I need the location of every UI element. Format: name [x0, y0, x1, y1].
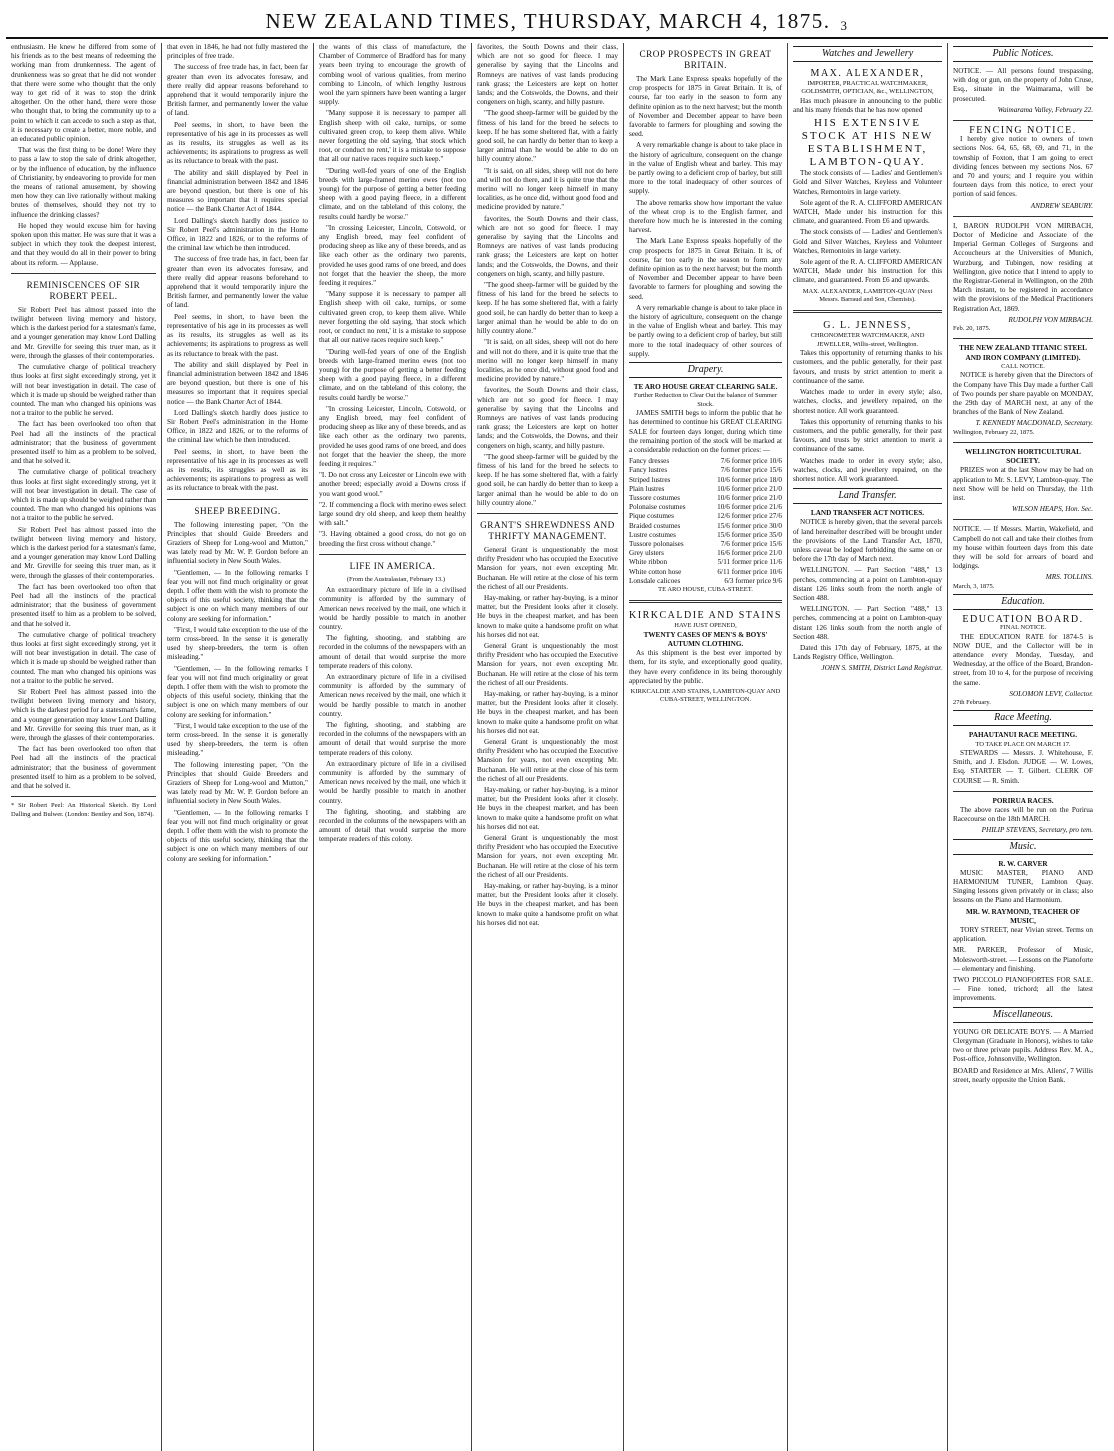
paragraph: "First, I would take exception to the use of the term cross-breed. In the sense it is generally used by sheep-breeders, the term is often misleading." [167, 721, 308, 758]
price-row [629, 531, 782, 540]
paragraph: A very remarkable change is about to take place in the history of agriculture, consequent on the change in the value of English wheat and barley. This may be partly owing to a deficient crop of barley, but still more to the total inadequacy of other sources of supply. [629, 141, 782, 196]
article-heading-america: LIFE IN AMERICA. [349, 560, 436, 571]
paragraph: "Gentlemen, — In the following remarks I fear you will not find much originality or great depth. I offer them with the wish to promote the objects of this useful society, thinking that the subject is one on which many members of our colony are seeking for information." [167, 808, 308, 863]
ad-body: Watches made to order in every style; also, watches, clocks, and jewellery repaired, on the shortest notice. All work guaranteed. [793, 388, 942, 415]
notice-signature: SOLOMON LEVY, Collector. [1009, 689, 1093, 698]
price-item: Tussore costumes [629, 493, 681, 502]
divider [953, 791, 1093, 792]
notice-mirbach: I, BARON RUDOLPH VON MIRBACH, Doctor of Medicine and Associate of the Imperial German Colleges of Surgeons and Accoucheurs at the Universities of Munich, Wurzburg, and Tubingen, now residing at Wellington, give notice that I intend to apply to the Registrar-General in Wellington, on the 20th March instant, to be registered in accordance with the provisions of the Medical Practitioners Registration Act, 1869. [953, 221, 1093, 313]
price-row [629, 512, 782, 521]
notice-signature: WILSON HEAPS, Hon. Sec. [1011, 505, 1093, 514]
price-item: White ribbon [629, 558, 668, 567]
price-row [629, 540, 782, 549]
paragraph: "In crossing Leicester, Lincoln, Cotswold, or any English breed, may feel confident of producing sheep as like any of these breeds, and as like each other as the ordinary two parents, provided he uses good rams of one breed, and does not forget that the heavier the sheep, the more feeding it requires." [319, 404, 466, 468]
notice-date: 27th February. [953, 699, 991, 706]
paragraph: Sir Robert Peel has almost passed into the twilight between living memory and history, which is the darkest period for a statesman's fame, and a younger generation may know Lord Dalling and Mr. Greville for seeing this truer man, as it were, through the glasses of their contemporaries. [11, 305, 156, 360]
paragraph: An extraordinary picture of life in a civilised community is afforded by the summary of American news received by the mail, one which it would be hardly possible to match in another country. [319, 759, 466, 805]
divider [319, 554, 466, 555]
paragraph: General Grant is unquestionably the most thrifty President who has occupied the Executive Mansion for years, not even excepting Mr. Buchanan. He will retire at the close of his term the richest of all our Presidents. [477, 641, 618, 687]
paragraph: Peel seems, in short, to have been the representative of his age in its processes as well as its results, its struggles as well as its achievements; its aspirations to progress as well as its reluctance to break with the past. [167, 447, 308, 493]
paragraph: The fact has been overlooked too often that Peel had all the instincts of the practical administrator; that the business of government presented itself to him as a problem to be solved, and that he solved it. [11, 420, 156, 466]
ad-land-transfer [793, 509, 942, 673]
price-value: 7/6 former price 10/6 [720, 457, 782, 466]
ad-body: Watches made to order in every style; also, watches, clocks, and jewellery repaired, on the shortest notice. All work guaranteed. [793, 456, 942, 483]
article-source: (From the Australasian, February 13.) [346, 575, 446, 583]
column-1 [6, 43, 162, 1451]
section-public-notices: Public Notices. [953, 46, 1093, 62]
section-miscellaneous: Miscellaneous. [953, 1007, 1093, 1023]
ad-body: WELLINGTON. — Part Section "488," 13 perches, commencing at a point on Lambton-quay distant 126 links south from the north angle of Section 488. [793, 605, 942, 641]
notice-parker: MR. PARKER, Professor of Music, Molesworth-street. — Lessons on the Pianoforte — elementary and finishing. [953, 946, 1093, 973]
price-value: 16/6 former price 21/0 [717, 549, 782, 558]
paragraph: Peel seems, in short, to have been the representative of his age in its processes as well as its results, its struggles as well as its achievements; its aspirations to progress as well as its reluctance to break with the past. [167, 312, 308, 358]
price-value: 12/6 former price 27/6 [717, 512, 782, 521]
ad-signature: TE ARO HOUSE, CUBA-STREET. [658, 585, 753, 593]
paragraph: That was the first thing to be done! Were they to pass a law to stop the sale of drink altogether, or by the influence of education, by the influence of Christianity, by endeavoring to provide for men the means of rational amusement, by showing men how they can live rationally without making brutes of themselves, should they not try to influence the drinking classes? [11, 146, 156, 219]
paragraph: "Many suppose it is necessary to pamper all English sheep with oil cake, turnips, or some cultivated green crop, to keep them alive. While never forgetting the old saying, 'that stock which root, or conduct no rent,' it is a mistake to suppose that all our native races require such keep." [319, 290, 466, 345]
price-value: 7/6 former price 15/6 [720, 539, 782, 548]
price-value: 10/6 former price 21/0 [717, 493, 782, 502]
notice-date: Feb. 20, 1875. [953, 325, 991, 333]
section-education: Education. [953, 594, 1093, 610]
paragraph: The ability and skill displayed by Peel in financial administration between 1842 and 1846 are beyond question, but there is one of his measures so important that it requires special notice — the Bank Charter Act of 1844. [167, 360, 308, 406]
price-item: Pique costumes [629, 512, 674, 521]
column-5 [624, 43, 788, 1451]
paragraph: Hay-making, or rather hay-buying, is a minor matter, but the President looks after it closely. He buys in the cheapest market, and has been known to make quite a handsome profit on what his horses did not eat. [477, 882, 618, 927]
price-value: 15/6 former price 35/0 [717, 530, 782, 539]
price-row [629, 522, 782, 531]
paragraph: "During well-fed years of one of the English breeds with large-framed merino ewes (not too young) for the purpose of getting a better feeding sheep with a good paying fleece, in a different climate, and on the tableland of this colony, the results could hardly be worse." [319, 166, 466, 221]
paragraph: "The good sheep-farmer will be guided by the fitness of his land for the breed he selects to keep. If he has some sheltered flat, with a fairly good soil, he can hardly do better than to keep a larger animal than he would be able to do on hilly country alone." [477, 281, 618, 336]
divider [953, 216, 1093, 217]
price-item: White cotton hose [629, 567, 682, 576]
notice-signature: MRS. TOLLINS. [1045, 573, 1093, 582]
paragraph: "2. If commencing a flock with merino ewes select large sound dry old sheep, and keep them healthy with salt." [319, 500, 466, 528]
ad-subtitle: HAVE JUST OPENED, [674, 622, 737, 630]
ad-signature: MAX. ALEXANDER, LAMBTON-QUAY (Next Messrs. Barraud and Son, Chemists). [802, 287, 933, 304]
paragraph: General Grant is unquestionably the most thrifty President who has occupied the Executive Mansion for years, not even excepting Mr. Buchanan. He will retire at the close of his term the richest of all our Presidents. [477, 738, 618, 783]
column-4 [472, 43, 624, 1451]
notice-trespass: NOTICE. — All persons found trespassing, with dog or gun, on the property of John Cruse, Esq., situate in the Waimarama, will be prosecuted. [953, 67, 1093, 103]
notice-title: EDUCATION BOARD. [962, 613, 1084, 625]
ad-body: The stock consists of — Ladies' and Gentlemen's Gold and Silver Watches, Keyless and Volunteer Watches, Remontoirs in large variety. [793, 169, 942, 196]
page-number: 3 [840, 18, 849, 33]
section-drapery: Drapery. [629, 362, 782, 378]
price-value: 7/6 former price 15/6 [720, 466, 782, 475]
paragraph: The following interesting paper, "On the Principles that should Guide Breeders and Graziers of Sheep for Long-wool and Mutton," was lately read by Mr. W. P. Gordon before an influential society in New South Wales. [167, 760, 308, 806]
ad-body: NOTICE is hereby given, that the several parcels of land hereinafter described will be brought under the provisions of the Land Transfer Act, 1870, unless caveat be lodged forbidding the same on or before the 17th day of March next. [793, 518, 942, 564]
paragraph: "First, I would take exception to the use of the term cross-breed. In the sense it is generally used by sheep-breeders, the term is often misleading." [167, 625, 308, 662]
notice-subtitle: TO TAKE PLACE ON MARCH 17. [975, 740, 1071, 748]
ad-date: Dated this 17th day of February, 1875, at the Lands Registry Office, Wellington. [793, 643, 942, 662]
paragraph: "It is said, on all sides, sheep will not do here and will not do there, and it is quite true that the merino will no longer keep himself in many localities, as he once did, without good food and medicine provided by nature." [477, 338, 618, 384]
price-item: Tussore polonaises [629, 539, 684, 548]
notice-title: PORIRUA RACES. [992, 796, 1054, 805]
price-row [629, 558, 782, 567]
price-item: Fancy lustres [629, 466, 668, 475]
divider [953, 442, 1093, 443]
paragraph: "It is said, on all sides, sheep will not do here and will not do there, and it is quite true that the merino will no longer keep himself in many localities, as he once did, without good food and medicine provided by nature." [477, 166, 618, 212]
ad-body: Takes this opportunity of returning thanks to his customers, and the public generally, for their past favours, and trusts by strict attention to merit a continuance of the same. [793, 349, 942, 385]
paragraph: "I. Do not cross any Leicester or Lincoln ewe with another breed; especially avoid a Downs cross if you want good wool." [319, 471, 466, 498]
ad-name: G. L. JENNESS, [823, 320, 912, 332]
paragraph: The cumulative charge of political treachery thus looks at first sight exceedingly strong, yet it will not bear investigation in detail. The case of which it is made up should be weighed rather than counted. The man who changed his opinions was not a traitor to the public he served. [11, 630, 156, 685]
notice-education: THE EDUCATION RATE for 1874-5 is NOW DUE, and the Collector will be in attendance every Monday, Tuesday, and Wednesday, at the office of the Board, Brandon-street, from 10 to 4, for the purpose of receiving the same. [953, 632, 1093, 687]
paragraph: The success of free trade has, in fact, been far greater than even its advocates foresaw, and there really did appear reasons beforehand to apprehend that it would temporarily injure the British farmer, and permanently lower the value of land. [167, 255, 308, 310]
ad-max-alexander [793, 67, 942, 304]
paragraph: "Gentlemen, — In the following remarks I fear you will not find much originality or great depth. I offer them with the wish to promote the objects of this useful society, thinking that the subject is one on which many members of our colony are seeking for information." [167, 568, 308, 623]
notice-title: THE NEW ZEALAND TITANIC STEEL AND IRON COMPANY (LIMITED). [959, 344, 1087, 362]
divider [11, 273, 156, 274]
ad-te-aro-house [629, 383, 782, 594]
price-row [629, 494, 782, 503]
ad-signature: JOHN S. SMITH, District Land Registrar. [821, 664, 942, 673]
paragraph: General Grant is unquestionably the most thrifty President who has occupied the Executive Mansion for years, not even excepting Mr. Buchanan. He will retire at the close of his term the richest of all our Presidents. [477, 834, 618, 879]
price-row [629, 476, 782, 485]
price-row [629, 503, 782, 512]
ad-title: TE ARO HOUSE GREAT CLEARING SALE. [633, 383, 778, 392]
column-6 [788, 43, 948, 1451]
paragraph: The above remarks show how important the value of the wheat crop is to the English farmer, and therefore how much he is interested in the coming harvest. [629, 198, 782, 235]
price-item: Grey ulsters [629, 549, 664, 558]
price-value: 5/11 former price 11/6 [717, 558, 782, 567]
notice-subtitle: FINAL NOTICE. [1000, 624, 1046, 632]
paragraph: Hay-making, or rather hay-buying, is a minor matter, but the President looks after it closely. He buys in the cheapest market, and has been known to make quite a handsome profit on what his horses did not eat. [477, 690, 618, 735]
paragraph: Hay-making, or rather hay-buying, is a minor matter, but the President looks after it closely. He buys in the cheapest market, and has been known to make quite a handsome profit on what his horses did not eat. [477, 593, 618, 639]
price-item: Striped lustres [629, 475, 671, 484]
ad-name: MAX. ALEXANDER, [810, 68, 925, 79]
ad-signature: KIRKCALDIE AND STAINS, LAMBTON-QUAY AND CUBA-STREET, WELLINGTON. [630, 688, 781, 704]
price-value: 10/6 former price 18/0 [717, 475, 782, 484]
column-7 [948, 43, 1098, 1451]
paragraph: The Mark Lane Express speaks hopefully of the crop prospects for 1875 in Great Britain. It is, of course, far too early in the season to form any definite opinion as to the next harvest; but the month of November and December appear to have been favorable to farmers for ploughing and sowing the seed. [629, 237, 782, 301]
notice-signature: ANDREW SEABURY. [1030, 201, 1093, 210]
footnote: * Sir Robert Peel: An Historical Sketch. By Lord Dalling and Bulwer. (London: Bentley and Son, 1874). [11, 802, 156, 818]
section-music: Music. [953, 839, 1093, 855]
paragraph: "During well-fed years of one of the English breeds with large-framed merino ewes (not too young) for the purpose of getting a better feeding sheep with a good paying fleece, in a different climate, and on the tableland of this colony, the results could hardly be worse." [319, 347, 466, 402]
paragraph: "3. Having obtained a good cross, do not go on breeding the first cross without change." [319, 530, 466, 548]
price-value: 15/6 former price 30/0 [717, 521, 782, 530]
masthead [6, 0, 1108, 39]
ad-headline: TWENTY CASES OF MEN'S & BOYS' AUTUMN CLOTHING. [643, 630, 768, 648]
notice-subtitle: CALL NOTICE. [1001, 362, 1045, 370]
paragraph: An extraordinary picture of life in a civilised community is afforded by the summary of American news received by the mail, one which it would be hardly possible to match in another country. [319, 586, 466, 631]
notice-fencing: I hereby give notice to owners of town sections Nos. 64, 65, 68, 69, and 71, in the township of Foxton, that I am going to erect dividing fences between my sections Nos. 67 and 70 and yours; and I require you within fourteen days from this notice, to erect your portion of said fences. [953, 135, 1093, 199]
divider [167, 499, 308, 500]
paragraph: Sir Robert Peel has almost passed into the twilight between living memory and history, which is the darkest period for a statesman's fame, and a younger generation may know Lord Dalling and Mr. Greville for seeing this truer man, as it were, through the glasses of their contemporaries. [11, 688, 156, 743]
column-3 [314, 43, 472, 1451]
paragraph: The fighting, shooting, and stabbing are recorded in the columns of the newspapers with an amount of detail that would surprise the more temperate readers of this colony. [319, 634, 466, 670]
notice-title: WELLINGTON HORTICULTURAL SOCIETY. [965, 447, 1081, 466]
price-row [629, 568, 782, 577]
divider [953, 519, 1093, 520]
notice-title: MR. W. RAYMOND, TEACHER OF MUSIC, [965, 907, 1080, 925]
price-row [629, 466, 782, 475]
paragraph: enthusiasm. He knew he differed from some of his friends as to the best means of redeeming the working man from drunkenness. The agent of drunkenness was so great that he did not wonder that there were some who thought that the only way to get rid of it was to stop the drink altogether. On the other hand, there were those who thought that, to bring the community up to a point to which it can accede to such a step as that, it is necessary to create a better, more noble, and an educated public opinion. [11, 43, 156, 144]
paragraph: "Many suppose it is necessary to pamper all English sheep with oil cake, turnips, or some cultivated green crop, to keep them alive. While never forgetting the old saying, 'that stock which root, or conduct no rent,' it is a mistake to suppose that all our native races require such keep." [319, 109, 466, 164]
ad-headline: HIS EXTENSIVE STOCK AT HIS NEW ESTABLISHMENT, LAMBTON-QUAY. [801, 117, 934, 169]
notice-signature: Waimarama Valley, February 22. [997, 105, 1093, 114]
notice-boys: YOUNG OR DELICATE BOYS. — A Married Clergyman (Graduate in Honors), wishes to take two or three private pupils. Address Rev. M. A., Post-office, Johnsonville, Wellington. [953, 1027, 1093, 1064]
notice-title: PAHAUTANUI RACE MEETING. [968, 731, 1078, 740]
price-value: 10/6 former price 21/6 [717, 503, 782, 512]
divider [477, 513, 618, 514]
price-item: Polonaise costumes [629, 503, 686, 512]
paragraph: Lord Dalling's sketch hardly does justice to Sir Robert Peel's administration in the Home Office, in 1822 and 1826, or to the reforms of the criminal law which he then introduced. [167, 408, 308, 445]
divider [629, 600, 782, 603]
paragraph: Peel seems, in short, to have been the representative of his age in its processes as well as its results, its struggles as well as its achievements; its aspirations to progress as well as its reluctance to break with the past. [167, 120, 308, 166]
section-race-meeting: Race Meeting. [953, 710, 1093, 726]
paragraph: The cumulative charge of political treachery thus looks at first sight exceedingly strong, yet it will not bear investigation in detail. The case of which it is made up should be weighed rather than counted. The man who changed his opinions was not a traitor to the public he served. [11, 468, 156, 523]
price-value: 6/3 former price 9/6 [724, 576, 782, 585]
paragraph: The ability and skill displayed by Peel in financial administration between 1842 and 1846 are beyond question, but there is one of his measures so important that it requires special notice — the Bank Charter Act of 1844. [167, 168, 308, 214]
price-item: Fancy dresses [629, 457, 670, 466]
notice-call: NOTICE is hereby given that the Directors of the Company have This Day made a further Call of Two pounds per share payable on MONDAY, the 29th day of MARCH next, at any of the branches of the Bank of New Zealand. [953, 371, 1093, 417]
ad-body: Takes this opportunity of returning thanks to his customers, and the public generally, for their past favours, and trusts by strict attention to merit a continuance of the same. [793, 417, 942, 454]
ad-title: IMPORTER, PRACTICAL WATCHMAKER, GOLDSMITH, OPTICIAN, &c., WELLINGTON, [801, 80, 934, 96]
notice-horticultural: PRIZES won at the last Show may be had on application to Mr. S. LEVY, Lambton-quay. The next Show will be held on Thursday, the 11th inst. [953, 466, 1093, 502]
paragraph: the wants of this class of manufacture, the Chamber of Commerce of Bradford has for many years been trying to encourage the growth of combing wool of various qualities, from merino combing to Lincoln, of which lengthy lustrous wool the yarn spinners have been wanting a larger supply. [319, 43, 466, 107]
price-value: 6/11 former price 10/6 [717, 567, 782, 576]
paragraph: A very remarkable change is about to take place in the history of agriculture, consequent on the change in the value of English wheat and barley. This may be partly owing to a deficient crop of barley, but still more to the total inadequacy of other sources of supply. [629, 303, 782, 358]
ad-body: Sole agent of the R. A. CLIFFORD AMERICAN WATCH, Made under his instruction for this climate, and guaranteed. From £6 and upwards. [793, 198, 942, 226]
paragraph: favorites, the South Downs and their class, which are not so good for fleece. I may generalise by saying that the Lincolns and Romneys are natives of vast lands producing rank grass; the Leicesters are kept on hotter lands; and the Cotswolds, the Downs, and their congeners on high, scanty, and hilly pasture. [477, 43, 618, 107]
columns [6, 43, 1108, 1451]
paragraph: The cumulative charge of political treachery thus looks at first sight exceedingly strong, yet it will not bear investigation in detail. The case of which it is made up should be weighed rather than counted. The man who changed his opinions was not a traitor to the public he served. [11, 363, 156, 418]
section-land-transfer: Land Transfer. [793, 488, 942, 504]
column-2 [162, 43, 314, 1451]
paragraph: "Gentlemen, — In the following remarks I fear you will not find much originality or great depth. I offer them with the wish to promote the objects of this useful society, thinking that the subject is one on which many members of our colony are seeking for information." [167, 664, 308, 719]
price-item: Plain lustres [629, 484, 665, 493]
price-row [629, 577, 782, 586]
notice-raymond: TORY STREET, near Vivian street. Terms on application. [953, 926, 1093, 944]
ad-body: Sole agent of the R. A. CLIFFORD AMERICAN WATCH, Made under his instruction for this climate, and guaranteed. From £6 and upwards. [793, 258, 942, 285]
price-row [629, 549, 782, 558]
notice-pianofortes: TWO PICCOLO PIANOFORTES FOR SALE. — Fine toned, trichord; all the latest improvements. [953, 976, 1093, 1003]
paragraph: "The good sheep-farmer will be guided by the fitness of his land for the breed he selects to keep. If he has some sheltered flat, with a fairly good soil, he can hardly do better than to keep a larger animal than he would be able to do on hilly country alone." [477, 109, 618, 164]
notice-board: BOARD and Residence at Mrs. Allens', 7 Willis street, nearly opposite the Union Bank. [953, 1066, 1093, 1084]
paragraph: He hoped they would excuse him for having spoken upon this matter. He was sure that it was a subject in which they took the deepest interest, and that they would do all in their power to bring about its reform. — Applause. [11, 221, 156, 267]
divider [11, 796, 156, 797]
paragraph: Sir Robert Peel has almost passed into the twilight between living memory and history, which is the darkest period for a statesman's fame, and a younger generation may know Lord Dalling and Mr. Greville for seeing this truer man, as it were, through the glasses of their contemporaries. [11, 525, 156, 580]
ad-title: KIRKCALDIE AND STAINS [629, 610, 782, 622]
price-row [629, 457, 782, 466]
article-heading-grant: GRANT'S SHREWDNESS AND THRIFTY MANAGEMENT. [480, 519, 615, 541]
paragraph: The following interesting paper, "On the Principles that should Guide Breeders and Graziers of Sheep for Long-wool and Mutton," was lately read by Mr. W. P. Gordon before an influential society in New South Wales. [167, 520, 308, 566]
paragraph: Hay-making, or rather hay-buying, is a minor matter, but the President looks after it closely. He buys in the cheapest market, and has been known to make quite a handsome profit on what his horses did not eat. [477, 786, 618, 831]
notice-title: FENCING NOTICE. [969, 125, 1077, 137]
notice-signature: PHILIP STEVENS, Secretary, pro tem. [981, 826, 1093, 835]
ad-body: As this shipment is the best ever imported by them, for its style, and exceptionally good quality, they have every confidence in its being thoroughly appreciated by the public. [629, 649, 782, 685]
ad-title: LAND TRANSFER ACT NOTICES. [810, 509, 925, 518]
price-item: Braided costumes [629, 521, 681, 530]
masthead-title: NEW ZEALAND TIMES, THURSDAY, MARCH 4, 1875. [265, 9, 831, 33]
article-heading-sheep: SHEEP BREEDING. [194, 505, 281, 516]
notice-tollins: NOTICE. — If Messrs. Martin, Wakefield, and Campbell do not call and take their clothes from my house within fourteen days from this date they will be sold for arrears of board and lodgings. [953, 525, 1093, 571]
divider [953, 338, 1093, 339]
ad-title: CHRONOMETER WATCHMAKER, AND JEWELLER, Willis-street, Wellington. [810, 332, 925, 348]
notice-carver: MUSIC MASTER, PIANO AND HARMONIUM TUNER, Lambton Quay. Singing lessons given privately or in class; also lessons on the Piano and Harmonium. [953, 868, 1093, 905]
notice-porirua: The above races will be run on the Porirua Racecourse on the 18th MARCH. [953, 806, 1093, 824]
notice-date: March, 3, 1875. [953, 582, 995, 590]
paragraph: favorites, the South Downs and their class, which are not so good for fleece. I may generalise by saying that the Lincolns and Romneys are natives of vast lands producing rank grass; the Leicesters are kept on hotter lands; and the Cotswolds, the Downs, and their congeners on high, scanty, and hilly pasture. [477, 386, 618, 450]
paragraph: The fighting, shooting, and stabbing are recorded in the columns of the newspapers with an amount of detail that would surprise the more temperate readers of this colony. [319, 807, 466, 844]
notice-signature: RUDOLPH VON MIRBACH. [1008, 315, 1093, 324]
ad-body: The stock consists of — Ladies' and Gentlemen's Gold and Silver Watches, Keyless and Volunteer Watches, Remontoirs in large variety. [793, 228, 942, 255]
paragraph: The Mark Lane Express speaks hopefully of the crop prospects for 1875 in Great Britain. It is, of course, far too early in the season to form any definite opinion as to the next harvest; but the month of November and December appear to have been favorable to farmers for ploughing and sowing the seed. [629, 75, 782, 139]
ad-subtitle: Further Reduction to Clear Out the balance of Summer Stock. [634, 392, 777, 408]
section-watches: Watches and Jewellery [793, 46, 942, 62]
price-row [629, 485, 782, 494]
divider [793, 310, 942, 313]
ad-jenness [793, 319, 942, 484]
paragraph: "In crossing Leicester, Lincoln, Cotswold, or any English breed, may feel confident of producing sheep as like any of these breeds, and as like each other as the ordinary two parents, provided he uses good rams of one breed, and does not forget that the heavier the sheep, the more feeding it requires." [319, 223, 466, 288]
article-heading-crops: CROP PROSPECTS IN GREAT BRITAIN. [639, 49, 772, 70]
ad-body: JAMES SMITH begs to inform the public that he has determined to continue his GREAT CLEARING SALE for fourteen days longer, during which time the remaining portion of the stock will be marked at a considerable reduction on the former prices: — [629, 409, 782, 454]
paragraph: The success of free trade has, in fact, been far greater than even its advocates foresaw, and there really did appear reasons beforehand to apprehend that it would temporarily injure the British farmer, and permanently lower the value of land. [167, 63, 308, 118]
divider [953, 120, 1093, 121]
notice-race: STEWARDS — Messrs. J. Whitehouse, F. Smith, and J. Elsdon. JUDGE — W. Lowes, Esq. STARTER — T. Gilbert. CLERK OF COURSE — R. Smith. [953, 749, 1093, 785]
paragraph: favorites, the South Downs and their class, which are not so good for fleece. I may generalise by saying that the Lincolns and Romneys are natives of vast lands producing rank grass; the Leicesters are kept on hotter lands; and the Cotswolds, the Downs, and their congeners on high, scanty, and hilly pasture. [477, 214, 618, 278]
paragraph: Lord Dalling's sketch hardly does justice to Sir Robert Peel's administration in the Home Office, in 1822 and 1826, or to the reforms of the criminal law which he then introduced. [167, 216, 308, 253]
price-item: Lustre costumes [629, 530, 676, 539]
ad-body: WELLINGTON. — Part Section "488," 13 perches, commencing at a point on Lambton-quay distant 126 links south from the north angle of Section 488. [793, 566, 942, 602]
notice-date: Wellington, February 22, 1875. [953, 428, 1035, 436]
ad-body: Has much pleasure in announcing to the public and his many friends that he has now opened [793, 96, 942, 115]
price-list [629, 457, 782, 586]
paragraph: The fact has been overlooked too often that Peel had all the instincts of the practical administrator; that the business of government presented itself to him as a problem to be solved, and that he solved it. [11, 745, 156, 791]
article-heading-peel: REMINISCENCES OF SIR ROBERT PEEL. [26, 279, 141, 301]
notice-title: R. W. CARVER [998, 859, 1048, 868]
ad-kirkcaldie-stains [629, 609, 782, 704]
paragraph: "The good sheep-farmer will be guided by the fitness of his land for the breed he selects to keep. If he has some sheltered flat, with a fairly good soil, he can hardly do better than to keep a larger animal than he would be able to do on hilly country alone." [477, 452, 618, 507]
paragraph: General Grant is unquestionably the most thrifty President who has occupied the Executive Mansion for years, not even excepting Mr. Buchanan. He will retire at the close of his term the richest of all our Presidents. [477, 545, 618, 591]
paragraph: The fighting, shooting, and stabbing are recorded in the columns of the newspapers with an amount of detail that would surprise the more temperate readers of this colony. [319, 721, 466, 757]
paragraph: that even in 1846, he had not fully mastered the principles of free trade. [167, 43, 308, 61]
price-item: Lonsdale calicoes [629, 576, 681, 585]
paragraph: The fact has been overlooked too often that Peel had all the instincts of the practical administrator; that the business of government presented itself to him as a problem to be solved, and that he solved it. [11, 582, 156, 628]
notice-signature: T. KENNEDY MACDONALD, Secretary. [975, 419, 1093, 428]
paragraph: An extraordinary picture of life in a civilised community is afforded by the summary of American news received by the mail, one which it would be hardly possible to match in another country. [319, 673, 466, 718]
price-value: 10/6 former price 21/0 [717, 484, 782, 493]
